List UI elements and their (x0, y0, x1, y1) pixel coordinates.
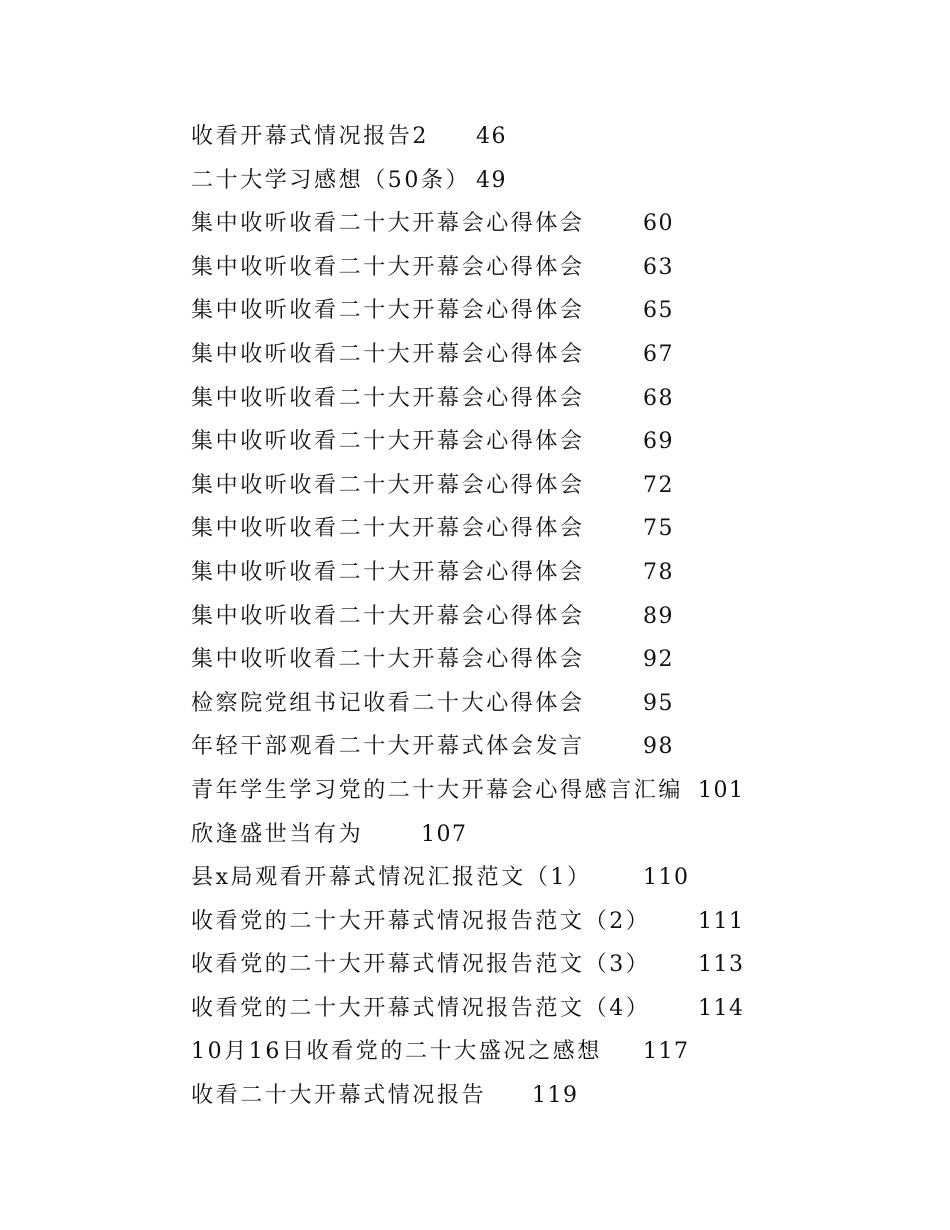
toc-entry-page: 98 (643, 734, 674, 760)
toc-entry-title: 收看党的二十大开幕式情况报告范文（3） (191, 952, 651, 978)
toc-entry[interactable] (191, 682, 751, 726)
toc-entry-title: 年轻干部观看二十大开幕式体会发言 (191, 734, 585, 760)
toc-entry-title: 收看开幕式情况报告2 (191, 124, 429, 149)
toc-entry-title: 集中收听收看二十大开幕会心得体会 (191, 559, 585, 585)
toc-entry-page: 72 (643, 472, 674, 498)
toc-entry-page: 89 (643, 603, 674, 629)
toc-entry-title: 10月16日收看党的二十大盛况之感想 (191, 1039, 602, 1065)
toc-entry[interactable] (191, 202, 751, 246)
toc-entry-page: 114 (698, 995, 745, 1021)
table-of-contents (191, 115, 751, 1118)
toc-entry-page: 75 (643, 516, 674, 542)
toc-entry[interactable] (191, 507, 751, 551)
toc-entry[interactable] (191, 595, 751, 639)
toc-entry-title: 集中收听收看二十大开幕会心得体会 (191, 603, 585, 629)
toc-entry[interactable] (191, 1074, 751, 1118)
toc-entry-title: 县x局观看开幕式情况汇报范文（1） (191, 865, 592, 891)
toc-entry-title: 集中收听收看二十大开幕会心得体会 (191, 211, 585, 237)
toc-entry-title: 集中收听收看二十大开幕会心得体会 (191, 516, 585, 542)
toc-entry-page: 46 (476, 124, 507, 149)
toc-entry-title: 集中收听收看二十大开幕会心得体会 (191, 385, 585, 411)
toc-entry[interactable] (191, 333, 751, 377)
toc-entry-title: 收看党的二十大开幕式情况报告范文（2） (191, 908, 651, 934)
toc-entry[interactable] (191, 377, 751, 421)
toc-entry-title: 集中收听收看二十大开幕会心得体会 (191, 254, 585, 280)
toc-entry-title: 收看党的二十大开幕式情况报告范文（4） (191, 995, 651, 1021)
toc-entry-page: 101 (698, 777, 745, 803)
toc-entry-page: 117 (643, 1039, 690, 1065)
toc-entry[interactable] (191, 289, 751, 333)
toc-entry-page: 49 (476, 167, 507, 193)
toc-entry[interactable] (191, 943, 751, 987)
toc-entry[interactable] (191, 769, 751, 813)
toc-entry[interactable] (191, 638, 751, 682)
toc-entry[interactable] (191, 464, 751, 508)
toc-entry-page: 119 (532, 1083, 579, 1109)
toc-entry-title: 青年学生学习党的二十大开幕会心得感言汇编 (191, 777, 684, 803)
toc-entry-page: 60 (643, 211, 674, 237)
toc-entry-page: 107 (421, 821, 468, 847)
toc-entry-page: 63 (643, 254, 674, 280)
toc-entry-title: 集中收听收看二十大开幕会心得体会 (191, 341, 585, 367)
toc-entry-title: 集中收听收看二十大开幕会心得体会 (191, 429, 585, 455)
toc-entry-title: 二十大学习感想（50条） (191, 167, 471, 193)
toc-entry-page: 68 (643, 385, 674, 411)
toc-entry[interactable] (191, 856, 751, 900)
toc-entry-page: 110 (643, 865, 690, 891)
toc-entry[interactable] (191, 900, 751, 944)
toc-entry[interactable] (191, 551, 751, 595)
toc-entry-title: 集中收听收看二十大开幕会心得体会 (191, 472, 585, 498)
toc-entry-page: 95 (643, 690, 674, 716)
toc-entry-page: 69 (643, 429, 674, 455)
toc-entry-title: 欣逢盛世当有为 (191, 821, 364, 847)
toc-entry[interactable] (191, 159, 751, 203)
toc-entry[interactable] (191, 987, 751, 1031)
toc-entry[interactable] (191, 813, 751, 857)
toc-entry-title: 集中收听收看二十大开幕会心得体会 (191, 298, 585, 324)
toc-entry-title: 收看二十大开幕式情况报告 (191, 1083, 487, 1109)
toc-entry[interactable] (191, 115, 751, 159)
toc-entry[interactable] (191, 420, 751, 464)
toc-entry[interactable] (191, 246, 751, 290)
toc-entry[interactable] (191, 1030, 751, 1074)
toc-entry-page: 67 (643, 341, 674, 367)
toc-entry[interactable] (191, 725, 751, 769)
toc-entry-page: 65 (643, 298, 674, 324)
toc-entry-page: 111 (698, 908, 745, 934)
toc-entry-title: 检察院党组书记收看二十大心得体会 (191, 690, 585, 716)
toc-entry-page: 113 (698, 952, 745, 978)
toc-entry-page: 78 (643, 559, 674, 585)
toc-entry-title: 集中收听收看二十大开幕会心得体会 (191, 647, 585, 673)
toc-entry-page: 92 (643, 647, 674, 673)
